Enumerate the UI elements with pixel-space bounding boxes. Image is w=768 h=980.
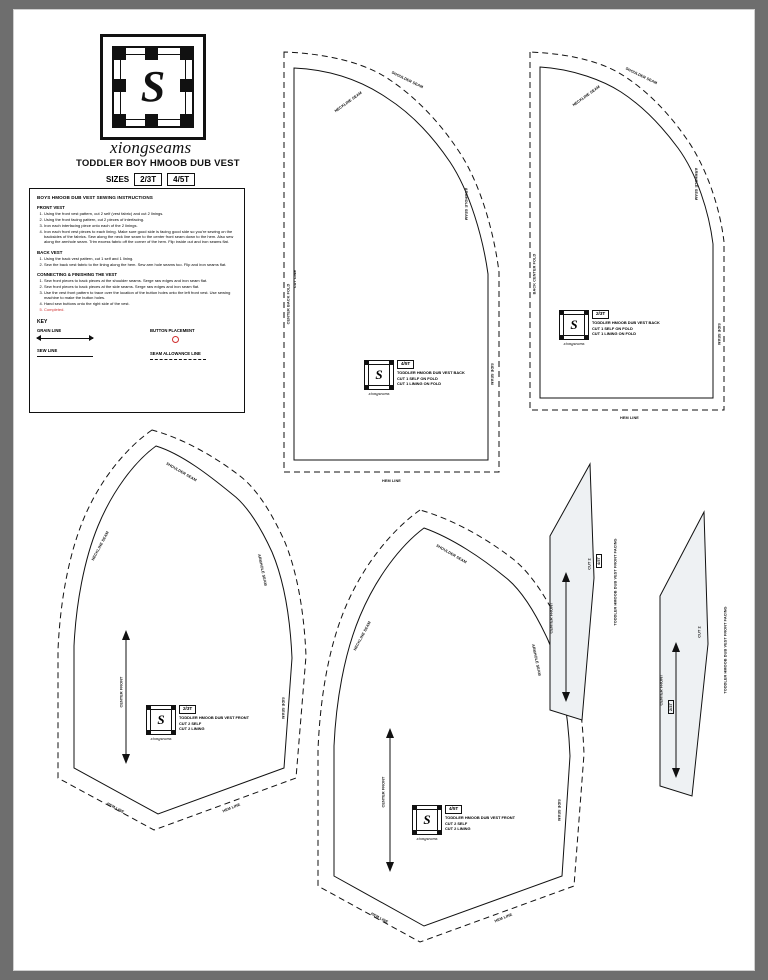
brand-name: xiongseams — [110, 138, 192, 157]
sizes-row — [106, 173, 195, 186]
pattern-piece-back-23t — [512, 32, 747, 432]
steps-back — [37, 256, 237, 267]
info-stamp-back-23t — [559, 310, 660, 346]
section-title-back: BACK VEST — [37, 249, 63, 255]
step: 3. Iron each interfacing piece onto each of the 2 linings. — [44, 223, 237, 228]
step: 1. Using the front vest pattern, cut 2 self (vest fabric) and cut 2 linings. — [44, 211, 237, 216]
key-label-button: BUTTON PLACEMENT — [150, 328, 195, 334]
label-center-front: CENTER FRONT — [659, 674, 664, 706]
stamp-cut-self: CUT 2 SELF — [179, 720, 202, 726]
info-stamp-front-23t — [146, 705, 249, 741]
step: 4. Iron each front vest pieces to each lining. Make sure good side is facing good side so you're sewing on the backsides of the fabrics. Sew along the neck line seam to the center front seam down to the hem. Also sew along the armhole seam. Trim excess fabric off the corner of the hem. Flip inside out and iron seams flat. — [44, 229, 237, 245]
label-side-seam: SIDE SEAM — [280, 697, 285, 719]
label-side-seam: SIDE SEAM — [489, 363, 494, 385]
stamp-size: 2/3T — [179, 705, 196, 714]
section-title-front: FRONT VEST — [37, 205, 65, 210]
stamp-brand: xiongseams — [416, 836, 438, 841]
stamp-size: 4/5T — [397, 360, 414, 369]
step: 3. Use the vest front pattern to trace over the location of the button holes onto the left front vest. Use sewing machine to make the button holes. — [44, 290, 237, 301]
stamp-brand: xiongseams — [563, 341, 585, 346]
stamp-size: 4/5T — [445, 805, 462, 814]
stamp-logo-icon: S — [559, 310, 589, 340]
label-neckline-seam: NECKLINE SEAM — [333, 90, 363, 114]
step: 2. Using the front facing pattern, cut 2 pieces of interfacing. — [44, 217, 237, 222]
label-hem-line: HEM LINE — [493, 912, 514, 924]
step: 5. Completed. — [44, 307, 237, 312]
step: 4. Hand sew buttons onto the right side of the vest. — [44, 301, 237, 306]
info-stamp-back-45t — [364, 360, 465, 396]
key-title: KEY — [37, 319, 48, 326]
stamp-cut-lining: CUT 1 LINING ON FOLD — [397, 381, 442, 387]
label-side-seam: SIDE SEAM — [556, 799, 561, 821]
brand-logo — [100, 34, 206, 140]
stamp-brand: xiongseams — [368, 391, 390, 396]
stamp-cut-self: CUT 1 SELF ON FOLD — [397, 375, 438, 381]
size-chip-2: 4/5T — [167, 173, 195, 186]
stamp-text — [592, 310, 660, 337]
label-center-front: CENTER FRONT — [119, 676, 124, 708]
pattern-piece-facing-45t — [532, 458, 618, 728]
stamp-text — [397, 360, 465, 387]
stamp-piece-name: TODDLER HMOOB DUB VEST BACK — [397, 370, 465, 376]
label-hem-line: HEM LINE — [382, 479, 401, 483]
label-shoulder-seam: SHOULDER SEAM — [624, 66, 658, 86]
steps-finishing — [37, 278, 237, 312]
stamp-logo-icon: S — [412, 805, 442, 835]
stamp-text — [179, 705, 249, 732]
stamp-cut-self: CUT 2 SELF — [445, 820, 468, 826]
label-hem-line: HEM LINE — [106, 801, 125, 815]
stamp-cut-self: CUT 1 SELF ON FOLD — [592, 325, 633, 331]
stamp-cut-lining: CUT 1 LINING ON FOLD — [592, 331, 637, 337]
stamp-logo-icon: S — [364, 360, 394, 390]
facing-name-23t: TODDLER HMOOB DUB VEST FRONT FACING — [723, 606, 728, 694]
label-shoulder-seam: SHOULDER SEAM — [390, 70, 424, 90]
key-label-grain: GRAIN LINE — [37, 328, 62, 334]
label-armhole-seam: ARMHOLE SEAM — [256, 553, 268, 587]
instructions-heading: BOYS HMOOB DUB VEST SEWING INSTRUCTIONS — [37, 195, 153, 200]
stamp-text — [445, 805, 515, 832]
label-hem-line: HEM LINE — [620, 416, 639, 420]
label-hem-line: HEM LINE — [370, 911, 389, 925]
facing-cut-45t: CUT 2 — [587, 558, 592, 570]
key-label-seam-allowance: SEAM ALLOWANCE LINE — [150, 351, 201, 357]
label-armhole-seam: ARMHOLE SEAM — [464, 187, 469, 221]
button-placement-icon — [172, 336, 179, 343]
facing-size-23t: 2/3T — [668, 700, 674, 714]
label-neckline-seam: NECKLINE SEAM — [90, 530, 110, 562]
facing-size-45t: 4/5T — [596, 554, 602, 568]
steps-front — [37, 211, 237, 245]
label-armhole-seam: ARMHOLE SEAM — [694, 167, 699, 201]
size-chip-1: 2/3T — [134, 173, 162, 186]
step: 2. Sew front pieces to back pieces at the side seams. Serge raw edges and iron seam flat. — [44, 284, 237, 289]
logo-frame — [112, 46, 194, 128]
pattern-sheet — [14, 10, 754, 970]
pattern-piece-front-23t — [34, 418, 324, 848]
section-title-finishing: CONNECTING & FINISHING THE VEST — [37, 272, 118, 278]
facing-cut-23t: CUT 2 — [697, 626, 702, 638]
stamp-brand: xiongseams — [150, 736, 172, 741]
info-stamp-front-45t — [412, 805, 515, 841]
label-back-center-fold: BACK CENTER FOLD — [532, 253, 537, 295]
label-center-front: CENTER FRONT — [381, 776, 386, 808]
facing-name: TODDLER HMOOB DUB VEST FRONT FACING — [613, 538, 618, 626]
label-neckline-seam: NECKLINE SEAM — [352, 620, 372, 652]
label-shoulder-seam: SHOULDER SEAM — [435, 543, 468, 565]
stamp-piece-name: TODDLER HMOOB DUB VEST FRONT — [445, 815, 515, 821]
sizes-label: SIZES — [106, 175, 130, 184]
label-center-front: CENTER FRONT — [549, 602, 554, 634]
instructions-panel — [29, 188, 245, 413]
stamp-cut-lining: CUT 2 LINING — [179, 726, 205, 732]
step: 2. Sew the back vest fabric to the lining along the hem. Sew arm hole seams too. Flip and iron seams flat. — [44, 262, 237, 267]
label-cut-line: CUT LINE — [293, 269, 298, 289]
seam-allowance-line-icon — [150, 359, 206, 360]
logo-monogram: S — [140, 62, 166, 111]
key-label-sew: SEW LINE — [37, 348, 58, 354]
key-legend — [37, 328, 237, 366]
stamp-piece-name: TODDLER HMOOB DUB VEST FRONT — [179, 715, 249, 721]
stamp-cut-lining: CUT 2 LINING — [445, 826, 471, 832]
label-shoulder-seam: SHOULDER SEAM — [165, 461, 198, 483]
stamp-piece-name: TODDLER HMOOB DUB VEST BACK — [592, 320, 660, 326]
step: 1. Using the back vest pattern, cut 1 self and 1 lining. — [44, 256, 237, 261]
grain-line-icon — [37, 335, 93, 342]
pattern-piece-facing-23t — [634, 508, 728, 808]
facing-text-45t — [614, 538, 618, 625]
label-center-back-fold: CENTER BACK FOLD — [286, 283, 291, 325]
label-side-seam: SIDE SEAM — [716, 323, 721, 345]
label-hem-line: HEM LINE — [221, 802, 242, 814]
label-neckline-seam: NECKLINE SEAM — [571, 84, 601, 108]
stamp-logo-icon: S — [146, 705, 176, 735]
label-armhole-seam: ARMHOLE SEAM — [530, 643, 542, 677]
stamp-size: 2/3T — [592, 310, 609, 319]
page-title: TODDLER BOY HMOOB DUB VEST — [76, 158, 240, 169]
step: 1. Sew front pieces to back pieces at the shoulder seams. Serge raw edges and iron seam flat. — [44, 278, 237, 283]
sew-line-icon — [37, 356, 93, 357]
